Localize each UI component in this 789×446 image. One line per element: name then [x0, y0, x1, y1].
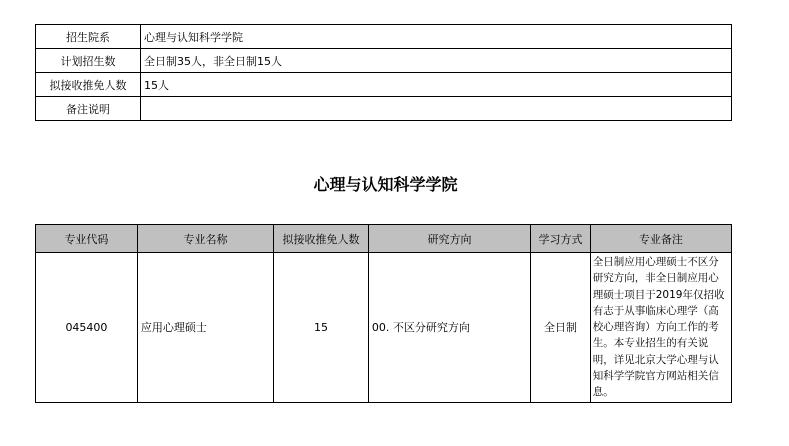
info-label-remarks: 备注说明	[36, 97, 141, 121]
page-title: 心理与认知科学学院	[313, 175, 458, 194]
table-row	[36, 25, 732, 49]
header-quota: 拟接收推免人数	[274, 225, 369, 253]
header-code: 专业代码	[36, 225, 138, 253]
info-value-exempt: 15人	[141, 73, 732, 97]
table-row	[36, 253, 732, 403]
cell-name: 应用心理硕士	[137, 253, 273, 403]
info-label-plan: 计划招生数	[36, 49, 141, 73]
cell-notes: 全日制应用心理硕士不区分研究方向，非全日制应用心理硕士项目于2019年仅招收有志于从事临床心理学（高校心理咨询）方向工作的考生。本专业招生的有关说明，详见北京大学心理与认知科学学院官方网站相关信息。	[590, 253, 731, 403]
table-row	[36, 49, 732, 73]
table-row	[36, 97, 732, 121]
header-mode: 学习方式	[531, 225, 591, 253]
table-row	[36, 73, 732, 97]
info-label-exempt: 拟接收推免人数	[36, 73, 141, 97]
header-name: 专业名称	[137, 225, 273, 253]
cell-mode: 全日制	[531, 253, 591, 403]
cell-direction: 00. 不区分研究方向	[368, 253, 530, 403]
header-direction: 研究方向	[368, 225, 530, 253]
cell-quota: 15	[274, 253, 369, 403]
info-value-remarks	[141, 97, 732, 121]
cell-code: 045400	[36, 253, 138, 403]
info-label-department: 招生院系	[36, 25, 141, 49]
header-notes: 专业备注	[590, 225, 731, 253]
enrollment-info-table	[35, 24, 732, 121]
info-value-plan: 全日制35人，非全日制15人	[141, 49, 732, 73]
table-header-row	[36, 225, 732, 253]
program-table	[35, 224, 732, 403]
info-value-department: 心理与认知科学学院	[141, 25, 732, 49]
